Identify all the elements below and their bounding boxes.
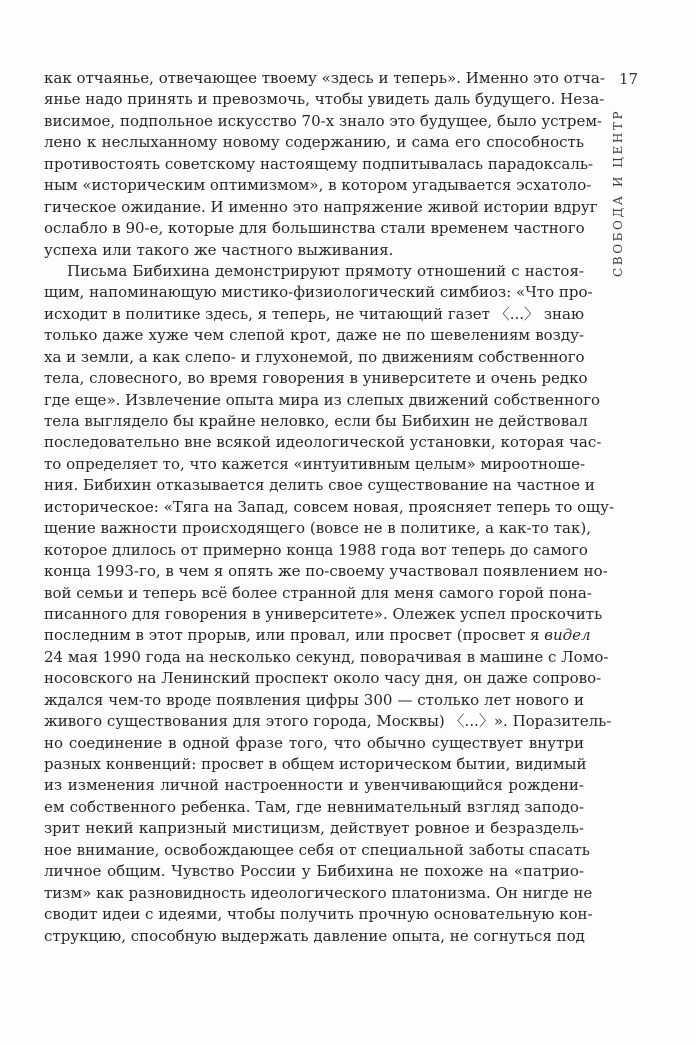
text-fragment: последним в этот прорыв, или провал, или просвет (просвет я	[44, 626, 545, 645]
running-head: СВОБОДА И ЦЕНТР	[611, 108, 625, 277]
text-line: струкцию, способную выдержать давление опыта, не согнуться под	[44, 926, 585, 945]
text-line: ем собственного ребенка. Там, где невнимательный взгляд заподо-	[44, 797, 584, 816]
text-line: но соединение в одной фразе того, что обычно существует внутри	[44, 733, 584, 752]
text-line: ослабло в 90-е, которые для большинства стали временем частного	[44, 219, 585, 238]
text-line: как отчаянье, отвечающее твоему «здесь и теперь». Именно это отча-	[44, 69, 605, 87]
text-line: где еще». Извлечение опыта мира из слепых движений собственного	[44, 390, 601, 409]
page-number: 17	[619, 70, 639, 88]
text-line: висимое, подпольное искусство 70-х знало это будущее, было устрем-	[44, 111, 603, 130]
text-line: щение важности происходящего (вовсе не в политике, а как-то так),	[44, 519, 591, 538]
text-line: успеха или такого же частного выживания.	[44, 240, 394, 259]
text-line: 24 мая 1990 года на несколько секунд, поворачивая в машине с Ломо-	[44, 647, 609, 666]
text-line: ждался чем-то вроде появления цифры 300 — столько лет нового и	[44, 690, 584, 709]
text-line: противостоять советскому настоящему подпитывалась парадоксаль-	[44, 154, 594, 173]
text-line: писанного для говорения в университете». Олежек успел проскочить	[44, 604, 603, 623]
text-line: личное общим. Чувство России у Бибихина не похоже на «патрио-	[44, 862, 584, 881]
text-line: гическое ожидание. И именно это напряжение живой истории вдруг	[44, 197, 598, 216]
text-line: ха и земли, а как слепо- и глухонемой, по движениям собственного	[44, 347, 585, 366]
text-line: живого существования для этого города, Москвы) 〈...〉». Поразитель-	[44, 712, 612, 731]
text-line: историческое: «Тяга на Запад, совсем новая, проясняет теперь то ощу-	[44, 497, 615, 516]
text-line: которое длилось от примерно конца 1988 года вот теперь до самого	[44, 540, 588, 559]
paragraph-start-line: Письма Бибихина демонстрируют прямоту отношений с настоя-	[67, 261, 584, 280]
text-line: ное внимание, освобождающее себя от специальной заботы спасать	[44, 840, 590, 859]
text-line: янье надо принять и превозмочь, чтобы увидеть даль будущего. Неза-	[44, 90, 605, 109]
text-line-with-italic	[44, 625, 591, 646]
text-line: исходит в политике здесь, я теперь, не читающий газет 〈...〉 знаю	[44, 304, 585, 323]
text-line: сводит идеи с идеями, чтобы получить прочную основательную кон-	[44, 905, 593, 924]
text-line: зрит некий капризный мистицизм, действует ровное и безраздель-	[44, 819, 584, 838]
text-line: тела выглядело бы крайне неловко, если бы Бибихин не действовал	[44, 412, 588, 430]
text-line: только даже хуже чем слепой крот, даже не по шевелениям возду-	[44, 326, 584, 345]
text-line: из изменения личной настроенности и увенчивающийся рождени-	[44, 776, 584, 795]
text-line: тела, словесного, во время говорения в университете и очень редко	[44, 369, 588, 388]
text-line: щим, напоминающую мистико-физиологический симбиоз: «Что про-	[44, 283, 593, 302]
text-line: носовского на Ленинский проспект около часу дня, он даже сопрово-	[44, 669, 602, 688]
text-line: разных конвенций: просвет в общем историческом бытии, видимый	[44, 755, 587, 773]
text-line: тизм» как разновидность идеологического платонизма. Он нигде не	[44, 883, 593, 902]
text-line: конца 1993-го, в чем я опять же по-своему участвовал появлением но-	[44, 562, 608, 581]
text-line: последовательно вне всякой идеологической установки, которая час-	[44, 433, 602, 452]
text-line: то определяет то, что кажется «интуитивным целым» мироотноше-	[44, 454, 586, 473]
text-line: ным «историческим оптимизмом», в котором угадывается эсхатоло-	[44, 176, 592, 195]
text-line: вой семьи и теперь всё более странной для меня самого горой пона-	[44, 583, 592, 602]
italic-word: видел	[544, 626, 591, 645]
text-line: ния. Бибихин отказывается делить свое существование на частное и	[44, 476, 595, 495]
body-text	[44, 68, 615, 947]
text-line: лено к неслыханному новому содержанию, и сама его способность	[44, 133, 584, 152]
